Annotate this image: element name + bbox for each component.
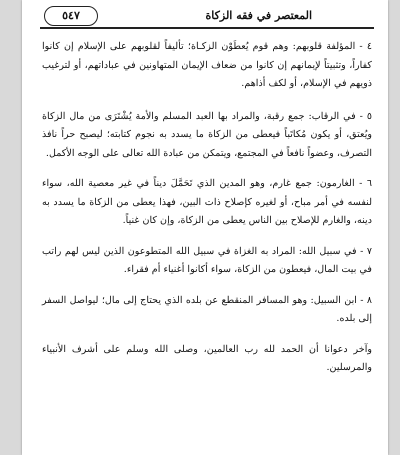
page-header: [40, 6, 374, 28]
page-body: [42, 38, 372, 390]
paragraph-fi-sabilillah: ٧ - في سبيل الله: المراد به الغزاة في سبيل الله المتطوعون الذين ليس لهم راتب في بيت المال، فيعطون من الزكاة، سواء أكانوا أغنياء أم فقراء.: [42, 245, 372, 275]
paragraph-gharimun: ٦ - الغارمون: جمع غارم، وهو المدين الذي تَحَمَّلَ ديناً في غير معصية الله، سواء لنفسه في أمر مباح، أو لغيره كإصلاح ذات البين، فهذا يعطى من الزكاة ما يسدد به دينه، والغارم للإصلاح بين الناس يعطى من الزكاة، وإن كان غنياً.: [42, 178, 372, 226]
paragraph-closing: وآخر دعوانا أن الحمد لله رب العالمين، وصلى الله وسلم على أشرف الأنبياء والمرسلين.: [42, 343, 372, 373]
paragraph-muallafa: ٤ - المؤلفة قلوبهم: وهم قوم يُعطَوْن الزكـاة؛ تأليفاً لقلوبهم على الإسلام إن كانوا كفاراً، وتثبيتاً لإيمانهم إن كانوا من ضعاف الإيمان المتهاونين في عباداتهم، أو لترغيب ذويهم في الإسلام، أو لكف أذاهم.: [42, 41, 372, 89]
page-number: ٥٤٧: [44, 6, 98, 26]
paragraph-ibn-sabil: ٨ - ابن السبيل: وهو المسافر المنقطع عن بلده الذي يحتاج إلى مال؛ ليواصل السفر إلى بلده.: [42, 294, 372, 324]
paragraph-riqab: ٥ - في الرقاب: جمع رقبة، والمراد بها العبد المسلم والأمة يُشْتَرَى من مال الزكاة ويُعتق، أو يكون مُكاتَباً فيعطى من الزكاة ما يسدد به نجوم كتابته؛ ليصبح حراً نافذ التصرف، وعضواً نافعاً في المجتمع، ويتمكن من عبادة الله تعالى على الوجه الأكمل.: [42, 110, 372, 159]
header-divider: [40, 27, 374, 29]
book-page: [22, 0, 388, 455]
book-title: المعتصر في فقه الزكاة: [205, 9, 312, 22]
